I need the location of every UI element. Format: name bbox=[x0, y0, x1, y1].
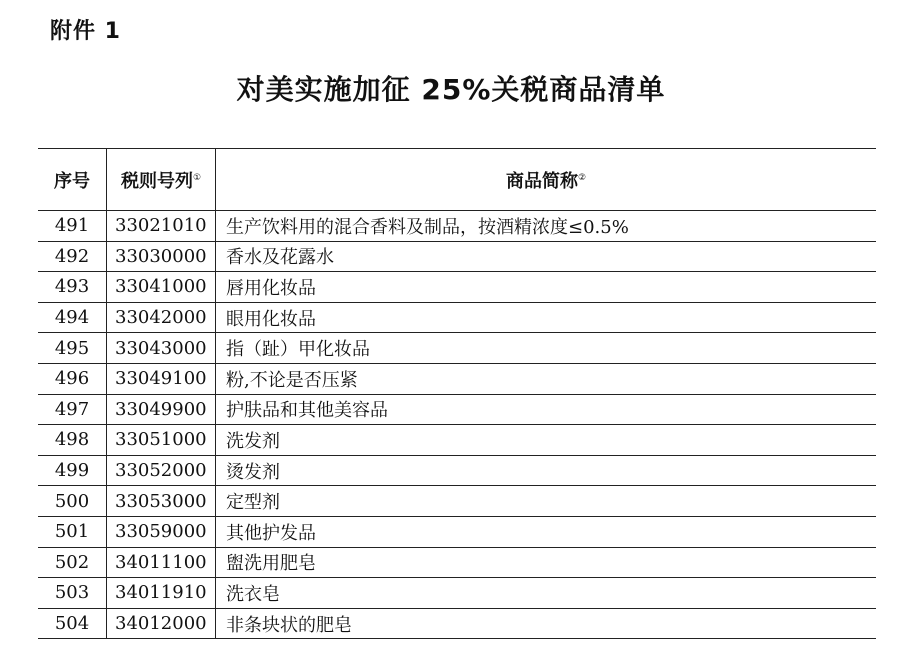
row-tariff-code: 33053000 bbox=[107, 486, 216, 517]
row-seq: 495 bbox=[38, 333, 107, 364]
row-seq: 494 bbox=[38, 302, 107, 333]
row-seq: 491 bbox=[38, 211, 107, 242]
row-product-name: 盥洗用肥皂 bbox=[216, 547, 877, 578]
table-row bbox=[38, 333, 876, 364]
row-tariff-code: 33049100 bbox=[107, 363, 216, 394]
row-product-name: 洗衣皂 bbox=[216, 578, 877, 609]
column-header-code bbox=[107, 149, 216, 211]
row-product-name: 烫发剂 bbox=[216, 455, 877, 486]
row-tariff-code: 34012000 bbox=[107, 608, 216, 639]
row-product-name: 非条块状的肥皂 bbox=[216, 608, 877, 639]
table-row bbox=[38, 272, 876, 303]
row-seq: 503 bbox=[38, 578, 107, 609]
table-row bbox=[38, 211, 876, 242]
table-row bbox=[38, 547, 876, 578]
row-seq: 497 bbox=[38, 394, 107, 425]
row-tariff-code: 33041000 bbox=[107, 272, 216, 303]
row-tariff-code: 33042000 bbox=[107, 302, 216, 333]
row-tariff-code: 34011910 bbox=[107, 578, 216, 609]
document-title: 对美实施加征 25%关税商品清单 bbox=[236, 73, 666, 106]
attachment-label: 附件 1 bbox=[50, 19, 121, 44]
row-tariff-code: 33052000 bbox=[107, 455, 216, 486]
footnote-marker-1: ① bbox=[192, 172, 202, 183]
row-seq: 492 bbox=[38, 241, 107, 272]
row-product-name: 定型剂 bbox=[216, 486, 877, 517]
row-tariff-code: 34011100 bbox=[107, 547, 216, 578]
column-header-seq-label: 序号 bbox=[54, 170, 90, 192]
column-header-name-label: 商品简称 bbox=[505, 170, 578, 192]
table-row bbox=[38, 425, 876, 456]
row-seq: 493 bbox=[38, 272, 107, 303]
header-row bbox=[38, 149, 876, 211]
row-product-name: 香水及花露水 bbox=[216, 241, 877, 272]
row-product-name: 生产饮料用的混合香料及制品，按酒精浓度≤0.5% bbox=[216, 211, 877, 242]
column-header-code-label: 税则号列 bbox=[120, 170, 193, 192]
row-tariff-code: 33030000 bbox=[107, 241, 216, 272]
row-seq: 500 bbox=[38, 486, 107, 517]
row-product-name: 其他护发品 bbox=[216, 516, 877, 547]
row-tariff-code: 33049900 bbox=[107, 394, 216, 425]
row-seq: 498 bbox=[38, 425, 107, 456]
table-header bbox=[38, 149, 876, 211]
row-product-name: 洗发剂 bbox=[216, 425, 877, 456]
column-header-name bbox=[216, 149, 877, 211]
table-row bbox=[38, 241, 876, 272]
table-row bbox=[38, 455, 876, 486]
row-seq: 504 bbox=[38, 608, 107, 639]
row-product-name: 护肤品和其他美容品 bbox=[216, 394, 877, 425]
row-tariff-code: 33059000 bbox=[107, 516, 216, 547]
row-seq: 496 bbox=[38, 363, 107, 394]
table-row bbox=[38, 363, 876, 394]
row-tariff-code: 33051000 bbox=[107, 425, 216, 456]
row-tariff-code: 33043000 bbox=[107, 333, 216, 364]
row-seq: 501 bbox=[38, 516, 107, 547]
footnote-marker-2: ② bbox=[577, 172, 587, 183]
row-product-name: 指（趾）甲化妆品 bbox=[216, 333, 877, 364]
row-tariff-code: 33021010 bbox=[107, 211, 216, 242]
table-row bbox=[38, 578, 876, 609]
row-seq: 499 bbox=[38, 455, 107, 486]
row-seq: 502 bbox=[38, 547, 107, 578]
row-product-name: 粉,不论是否压紧 bbox=[216, 363, 877, 394]
table-row bbox=[38, 516, 876, 547]
row-product-name: 唇用化妆品 bbox=[216, 272, 877, 303]
table-row bbox=[38, 608, 876, 639]
row-product-name: 眼用化妆品 bbox=[216, 302, 877, 333]
table-row bbox=[38, 394, 876, 425]
table-body bbox=[38, 211, 876, 639]
table-row bbox=[38, 486, 876, 517]
tariff-list-table bbox=[38, 148, 876, 639]
column-header-seq bbox=[38, 149, 107, 211]
table-row bbox=[38, 302, 876, 333]
